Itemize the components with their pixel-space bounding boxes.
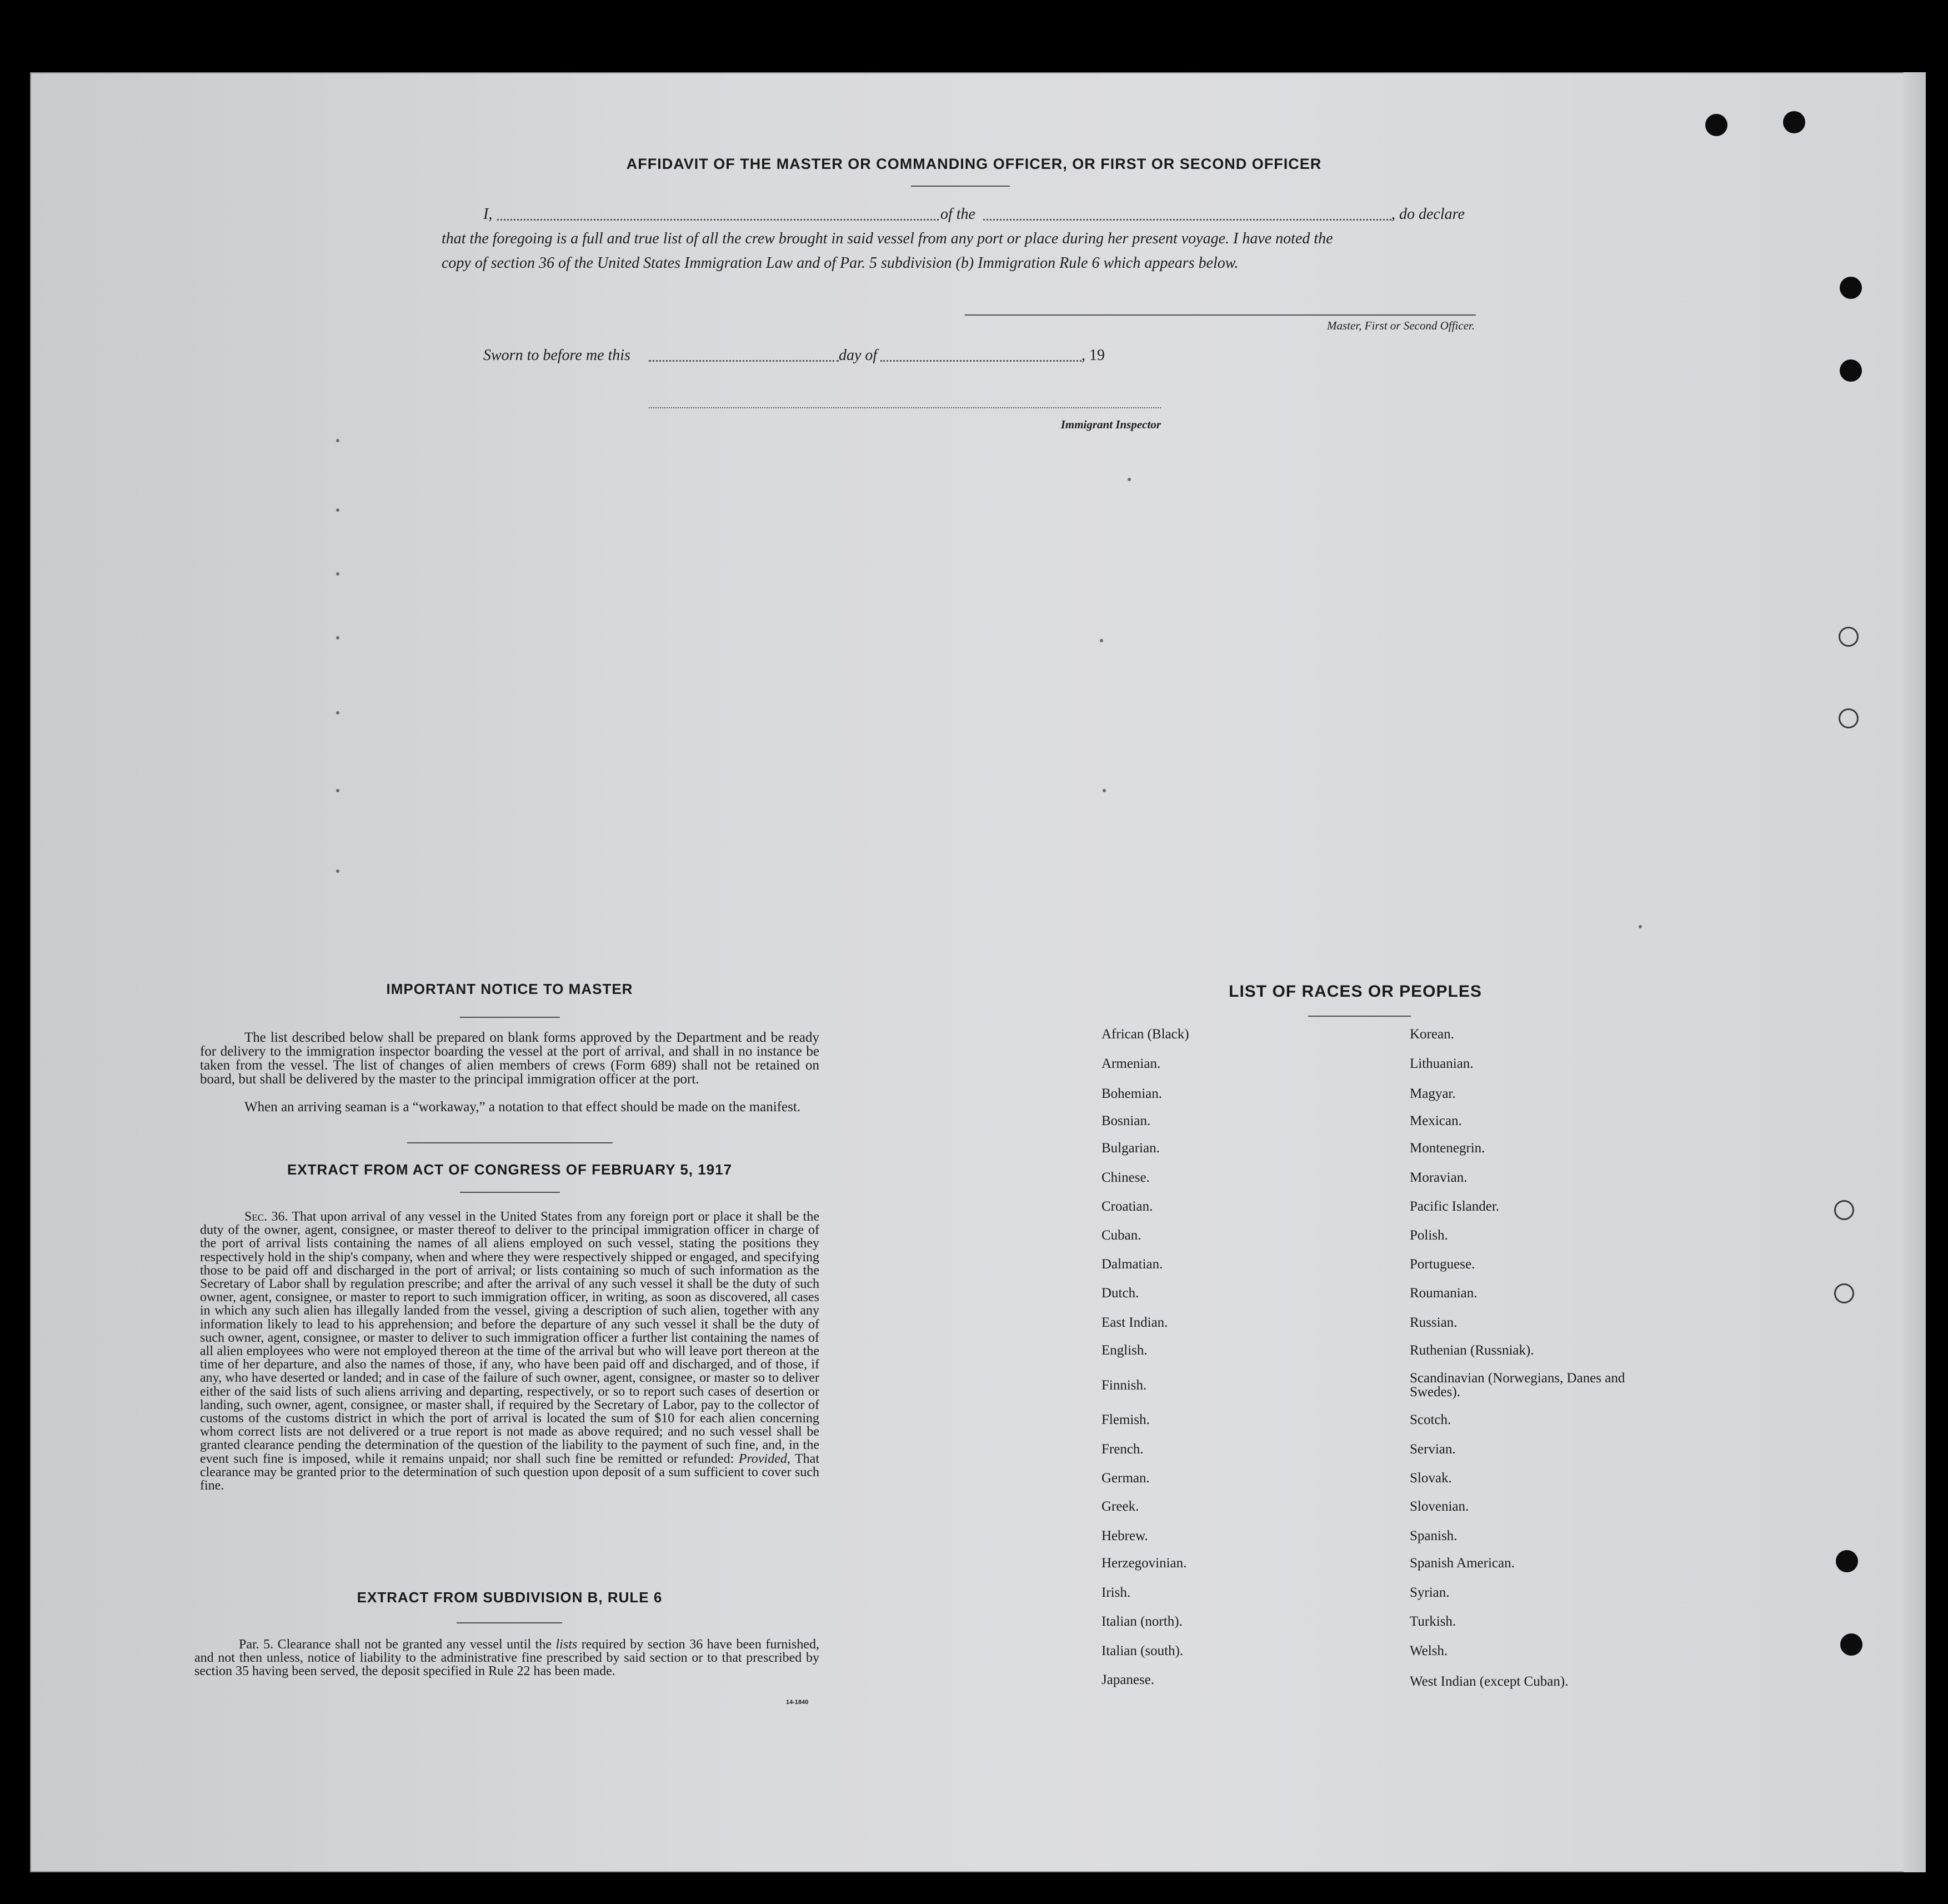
race-item: Portuguese. xyxy=(1410,1257,1475,1272)
race-item: French. xyxy=(1101,1442,1144,1457)
race-item: Dutch. xyxy=(1101,1286,1139,1301)
race-item: Magyar. xyxy=(1410,1086,1456,1101)
race-item: Korean. xyxy=(1410,1027,1454,1042)
punch-hole xyxy=(1840,1633,1862,1656)
notice-title: IMPORTANT NOTICE TO MASTER xyxy=(386,981,633,997)
race-item: Polish. xyxy=(1410,1228,1448,1243)
notice-paragraph-1: The list described below shall be prepared on blank forms approved by the Department and be ready for delivery to the immigration inspector boarding the vessel at the port of arrival, and shall in no instance be taken from the vessel. The list of changes of alien members of crews (Form 689) shall not be retained on board, but shall be delivered by the master to the principal immigration officer at the port. xyxy=(200,1030,819,1087)
bleed-through-mark xyxy=(336,508,339,512)
bleed-through-mark xyxy=(1103,789,1106,792)
race-item: Spanish. xyxy=(1410,1528,1458,1543)
punch-hole xyxy=(1783,111,1805,133)
race-item: West Indian (except Cuban). xyxy=(1410,1674,1569,1689)
race-item: Spanish American. xyxy=(1410,1556,1515,1571)
race-item: Welsh. xyxy=(1410,1643,1448,1658)
bleed-through-mark xyxy=(336,869,339,873)
rule-lists: lists xyxy=(555,1637,578,1652)
race-item: English. xyxy=(1101,1343,1148,1358)
race-item: Roumanian. xyxy=(1410,1286,1478,1301)
provided-label: Provided, xyxy=(738,1451,790,1466)
extract-rule-text xyxy=(194,1638,819,1678)
punch-hole xyxy=(1836,1550,1858,1572)
race-item: Herzegovinian. xyxy=(1101,1556,1187,1571)
punch-hole xyxy=(1834,1283,1854,1303)
race-item: Lithuanian. xyxy=(1410,1056,1474,1071)
race-item: Bohemian. xyxy=(1101,1086,1163,1101)
affidavit-line3: copy of section 36 of the United States Immigration Law and of Par. 5 subdivision (b) Immigration Rule 6 which appears below. xyxy=(442,254,1239,272)
punch-hole xyxy=(1834,1200,1854,1220)
sworn-year: , 19 xyxy=(1081,347,1105,364)
divider xyxy=(460,1017,560,1018)
race-item: Mexican. xyxy=(1410,1113,1462,1128)
sworn-day-of: day of xyxy=(839,347,878,364)
race-item: Finnish. xyxy=(1101,1378,1147,1393)
bleed-through-mark xyxy=(336,636,339,639)
inspector-signature-line[interactable] xyxy=(649,407,1161,408)
race-item: Italian (south). xyxy=(1101,1643,1184,1658)
race-item: Moravian. xyxy=(1410,1170,1468,1185)
divider xyxy=(460,1192,560,1193)
master-signature-line[interactable] xyxy=(965,314,1476,316)
race-item: Servian. xyxy=(1410,1442,1456,1457)
race-item: Irish. xyxy=(1101,1585,1131,1600)
divider xyxy=(911,186,1010,187)
affidavit-line1-of-the: of the xyxy=(940,206,975,223)
race-item: Croatian. xyxy=(1101,1199,1153,1214)
sheet-edge xyxy=(1904,72,1926,1872)
race-item: Armenian. xyxy=(1101,1056,1161,1071)
affidavit-line2: that the foregoing is a full and true list of all the crew brought in said vessel from any port or place during her present voyage. I have noted the xyxy=(442,230,1333,247)
bleed-through-mark xyxy=(1128,478,1131,481)
race-item: Bulgarian. xyxy=(1101,1141,1160,1156)
notice-paragraph-2: When an arriving seaman is a “workaway,” a notation to that effect should be made on the manifest. xyxy=(244,1100,801,1115)
punch-hole xyxy=(1840,359,1862,382)
name-field-line[interactable] xyxy=(497,219,939,221)
rule-text-b: required by section 36 have been furnished, and not then unless, notice of liability to the administrative fine prescribed by said section or to that prescribed by section 35 having been served, the deposit specified in Rule 22 has been made. xyxy=(194,1637,819,1679)
punch-hole xyxy=(1839,627,1859,647)
race-item: German. xyxy=(1101,1471,1150,1486)
punch-hole xyxy=(1840,277,1862,299)
race-item: Italian (north). xyxy=(1101,1614,1183,1629)
bleed-through-mark xyxy=(336,711,339,714)
bleed-through-mark xyxy=(336,572,339,576)
sworn-prefix: Sworn to before me this xyxy=(483,347,630,364)
race-item: Flemish. xyxy=(1101,1412,1150,1427)
divider xyxy=(1308,1016,1411,1017)
divider xyxy=(457,1622,562,1623)
form-number: 14-1840 xyxy=(786,1699,809,1706)
race-item: Turkish. xyxy=(1410,1614,1456,1629)
affidavit-line1-do-declare: , do declare xyxy=(1391,206,1465,223)
race-item: Syrian. xyxy=(1410,1585,1450,1600)
race-item: Russian. xyxy=(1410,1315,1458,1330)
bleed-through-mark xyxy=(336,789,339,792)
vessel-field-line[interactable] xyxy=(983,219,1391,221)
bleed-through-mark xyxy=(1100,639,1103,642)
section-label: Sec. 36. xyxy=(244,1210,288,1224)
section-text: That upon arrival of any vessel in the United States from any foreign port or place it shall be the duty of the owner, agent, consignee, or master thereof to deliver to the principal immigration officer in charge of the port of arrival lists containing the names of all aliens employed on such vessel, stating the positions they respectively hold in the ship's company, when and where they were respectively shipped or engaged, and specifying those to be paid off and discharged in the port of arrival; or lists containing so much of such information as the Secretary of Labor shall by regulation prescribe; and after the arrival of any such vessel it shall be the duty of such owner, agent, consignee, or master to report to such immigration officer, in writing, as soon as discovered, all cases in which any such alien has illegally landed from the vessel, giving a description of such alien, together with any information likely to lead to his apprehension; and before the departure of any such vessel it shall be the duty of such owner, agent, consignee, or master to deliver to such immigration officer a further list containing the names of all alien employees who were not employed thereon at the time of the arrival but who will leave port thereon at the time of her departure, and also the names of those, if any, who have been paid off and discharged, and of those, if any, who have deserted or landed; and in case of the failure of such owner, agent, consignee, or master so to deliver either of the said lists of such aliens arriving and departing, respectively, or so to report such cases of desertion or landing, such owner, agent, consignee, or master shall, if required by the Secretary of Labor, pay to the collector of customs of the customs district in which the port of arrival is located the sum of $10 for each alien concerning whom correct lists are not delivered or a true report is not made as above required; and no such vessel shall be granted clearance pending the determination of the question of the liability to the payment of such fine, and, in the event such fine is imposed, while it remains unpaid; nor shall such fine be remitted or refunded: xyxy=(200,1210,819,1466)
races-title: LIST OF RACES OR PEOPLES xyxy=(1229,982,1482,1001)
inspector-signature-label: Immigrant Inspector xyxy=(1060,418,1161,431)
race-item: Greek. xyxy=(1101,1499,1139,1514)
race-item: Scotch. xyxy=(1410,1412,1451,1427)
rule-text-a: Par. 5. Clearance shall not be granted any vessel until the xyxy=(239,1637,552,1652)
affidavit-title: AFFIDAVIT OF THE MASTER OR COMMANDING OFFICER, OR FIRST OR SECOND OFFICER xyxy=(626,156,1322,172)
race-item: Slovak. xyxy=(1410,1471,1452,1486)
affidavit-line1-i: I, xyxy=(483,206,493,223)
race-item: Hebrew. xyxy=(1101,1528,1148,1543)
race-item: East Indian. xyxy=(1101,1315,1168,1330)
race-item: Montenegrin. xyxy=(1410,1141,1485,1156)
bleed-through-mark xyxy=(1639,925,1642,928)
bleed-through-mark xyxy=(336,439,339,442)
punch-hole xyxy=(1839,708,1859,728)
race-item: Japanese. xyxy=(1101,1672,1155,1687)
punch-hole xyxy=(1705,114,1727,136)
extract-rule-title: EXTRACT FROM SUBDIVISION B, RULE 6 xyxy=(357,1589,663,1606)
race-item: Pacific Islander. xyxy=(1410,1199,1500,1214)
race-item: African (Black) xyxy=(1101,1027,1189,1042)
divider xyxy=(407,1142,613,1143)
race-item: Scandinavian (Norwegians, Danes and Swedes). xyxy=(1410,1371,1625,1400)
race-item: Cuban. xyxy=(1101,1228,1141,1243)
sworn-month-field[interactable] xyxy=(880,360,1081,362)
race-item: Dalmatian. xyxy=(1101,1257,1163,1272)
extract-act-title: EXTRACT FROM ACT OF CONGRESS OF FEBRUARY 5, 1917 xyxy=(287,1161,733,1178)
extract-act-text xyxy=(200,1210,819,1492)
section-text-end: That clearance may be granted prior to the determination of such question upon deposit of a sum sufficient to cover such fine. xyxy=(200,1451,819,1493)
race-item: Ruthenian (Russniak). xyxy=(1410,1343,1534,1358)
race-item: Chinese. xyxy=(1101,1170,1150,1185)
master-signature-label: Master, First or Second Officer. xyxy=(1327,319,1475,332)
sworn-day-field[interactable] xyxy=(649,360,839,362)
race-item: Bosnian. xyxy=(1101,1113,1151,1128)
race-item: Slovenian. xyxy=(1410,1499,1469,1514)
